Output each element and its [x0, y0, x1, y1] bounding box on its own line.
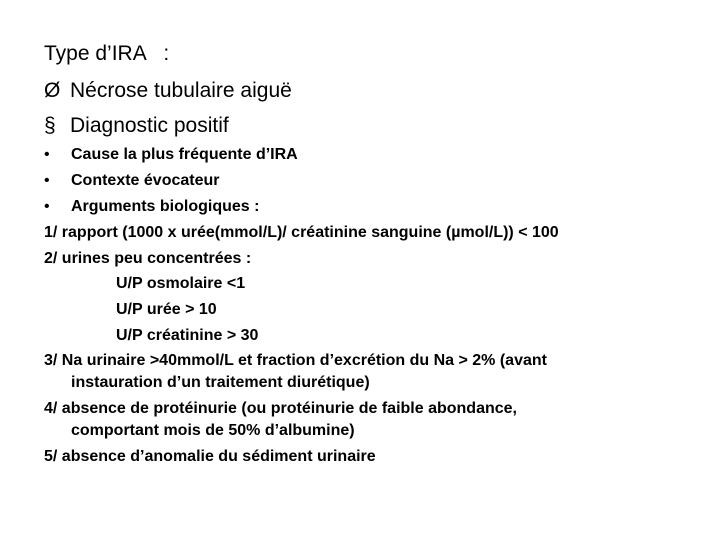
- bullet-item-arguments: [44, 198, 259, 216]
- slide-title: [44, 42, 169, 66]
- criterion-4-line1: 4/ absence de protéinurie (ou protéinurie de faible abondance,: [44, 400, 517, 417]
- bullet-text: Cause la plus fréquente d’IRA: [71, 146, 298, 163]
- title-text: Type d’IRA: [44, 42, 146, 65]
- criterion-2-sub-creatinine: U/P créatinine > 30: [116, 327, 259, 344]
- dot-bullet-icon: •: [44, 172, 50, 189]
- title-colon: :: [163, 42, 170, 65]
- level1-item-necrose: [44, 79, 292, 103]
- criterion-2-sub-uree: U/P urée > 10: [116, 301, 217, 318]
- criterion-4-line2: comportant mois de 50% d’albumine): [71, 422, 355, 439]
- square-bullet-icon: §: [44, 114, 56, 137]
- level1-item-diagnostic: [44, 114, 229, 138]
- criterion-2-sub-osmolaire: U/P osmolaire <1: [116, 275, 246, 292]
- criterion-5: 5/ absence d’anomalie du sédiment urinaire: [44, 448, 376, 465]
- level1-text: Nécrose tubulaire aiguë: [70, 79, 292, 102]
- criterion-3-line1: 3/ Na urinaire >40mmol/L et fraction d’excrétion du Na > 2% (avant: [44, 352, 547, 369]
- dot-bullet-icon: •: [44, 146, 50, 163]
- level1-text: Diagnostic positif: [70, 114, 229, 137]
- criterion-3-line2: instauration d’un traitement diurétique): [71, 374, 370, 391]
- dot-bullet-icon: •: [44, 198, 50, 215]
- bullet-text: Contexte évocateur: [71, 172, 220, 189]
- criterion-1: 1/ rapport (1000 x urée(mmol/L)/ créatinine sanguine (µmol/L)) < 100: [44, 224, 559, 241]
- bullet-item-cause: [44, 146, 298, 164]
- arrow-bullet-icon: Ø: [44, 79, 61, 102]
- bullet-text: Arguments biologiques :: [71, 198, 260, 215]
- criterion-2: 2/ urines peu concentrées :: [44, 250, 252, 267]
- bullet-item-contexte: [44, 172, 220, 190]
